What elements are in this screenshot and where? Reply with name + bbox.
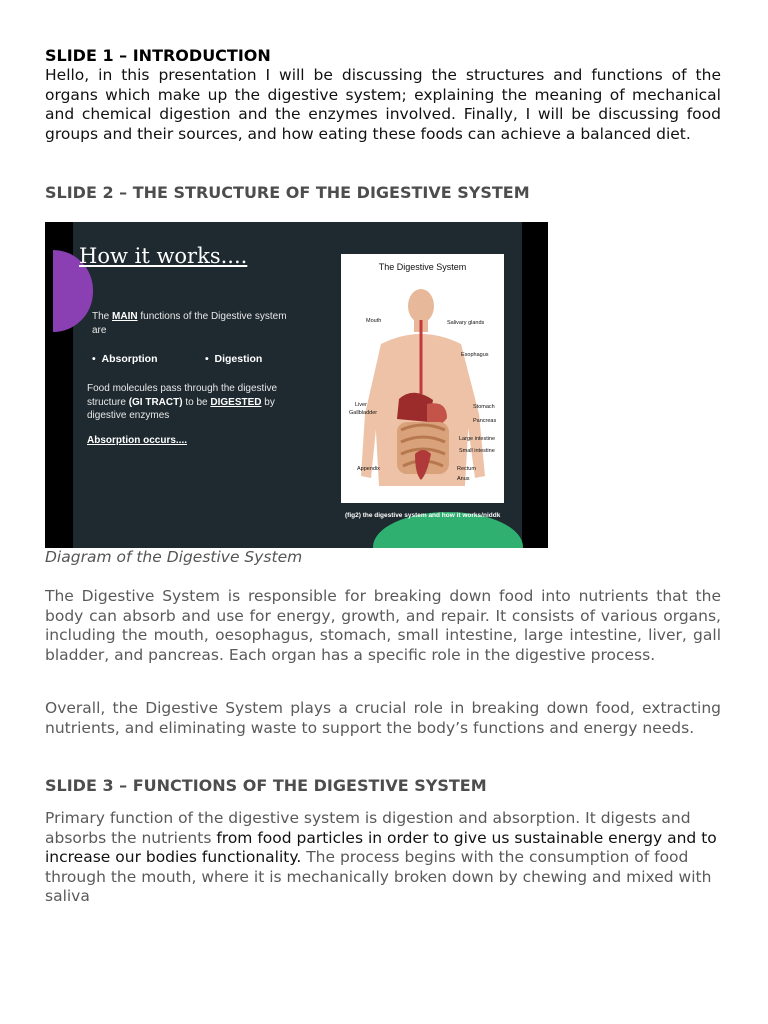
slide1-body: Hello, in this presentation I will be discussing the structures and functions of the organs which make up the digestive system; explaining the meaning of mechanical and chemical digestion and the enzymes involved. Finally, I will be discussing food groups and their sources, and how eating these foods can achieve a balanced diet. <box>45 66 721 143</box>
slide-main-functions-text: The MAIN functions of the Digestive system are <box>92 311 287 336</box>
label-small-intestine: Small intestine <box>459 448 495 454</box>
label-salivary-glands: Salivary glands <box>447 320 485 326</box>
label-stomach: Stomach <box>473 404 495 410</box>
diagram-title: The Digestive System <box>378 262 467 272</box>
bullet-absorption: • Absorption <box>92 353 158 365</box>
figure-caption: (fig2) the digestive system and how it works/niddk <box>345 512 501 519</box>
slide-description-text: Food molecules pass through the digestive structure (GI TRACT) to be DIGESTED by digestive enzymes <box>87 383 278 421</box>
label-mouth: Mouth <box>366 318 382 324</box>
label-liver: Liver <box>355 402 367 408</box>
slide1-heading: SLIDE 1 – INTRODUCTION <box>45 46 271 65</box>
digestive-system-diagram <box>341 254 504 503</box>
slide-right-band <box>522 222 548 548</box>
label-pancreas: Pancreas <box>473 418 497 424</box>
label-gallbladder: Gallbladder <box>349 410 378 416</box>
slide3-paragraph: Primary function of the digestive system is digestion and absorption. It digests and absorbs the nutrients from food particles in order to give us sustainable energy and to increase our bodies functionality. The process begins with the consumption of food through the mouth, where it is mechanically broken down by chewing and mixed with saliva <box>45 809 717 905</box>
slide-absorption-text: Absorption occurs.... <box>87 435 188 446</box>
label-rectum: Rectum <box>457 466 476 472</box>
slide2-paragraph-2: Overall, the Digestive System plays a crucial role in breaking down food, extracting nutrients, and eliminating waste to support the body’s functions and energy needs. <box>45 699 721 737</box>
slide2-paragraph-1: The Digestive System is responsible for breaking down food into nutrients that the body can absorb and use for energy, growth, and repair. It consists of various organs, including the mouth, oesophagus, stomach, small intestine, large intestine, liver, gall bladder, and pancreas. Each organ has a specific role in the digestive process. <box>45 587 721 664</box>
label-esophagus: Esophagus <box>461 352 489 358</box>
slide-title: How it works.... <box>79 244 248 268</box>
label-appendix: Appendix <box>357 466 380 472</box>
label-large-intestine: Large intestine <box>459 436 496 442</box>
image-caption: Diagram of the Digestive System <box>45 548 303 566</box>
slide2-heading: SLIDE 2 – THE STRUCTURE OF THE DIGESTIVE SYSTEM <box>45 183 530 202</box>
label-anus: Anus <box>457 476 470 482</box>
slide-screenshot-image <box>45 222 548 548</box>
bullet-digestion: • Digestion <box>205 353 263 365</box>
slide3-heading: SLIDE 3 – FUNCTIONS OF THE DIGESTIVE SYSTEM <box>45 776 487 795</box>
